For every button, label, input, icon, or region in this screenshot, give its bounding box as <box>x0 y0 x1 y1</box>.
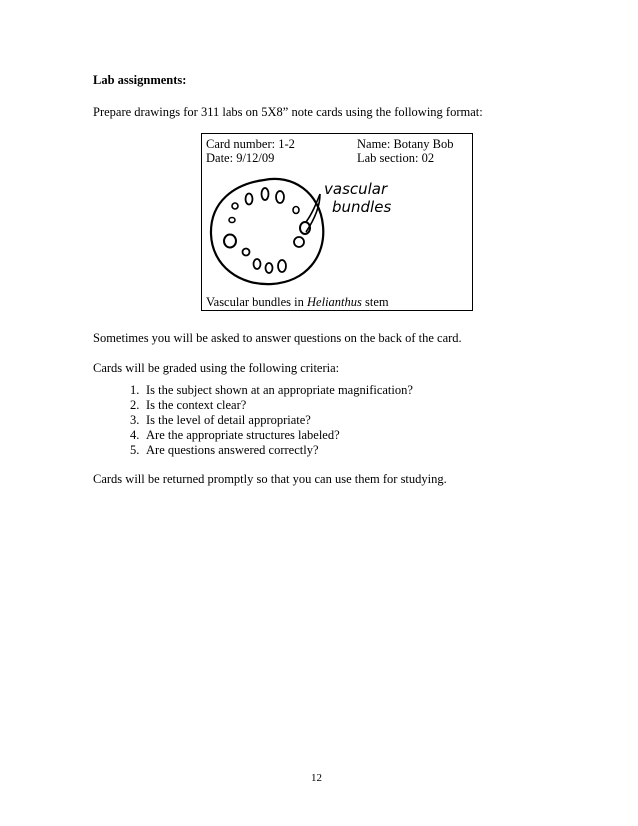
page-number: 12 <box>311 772 322 784</box>
card-number-field: Card number: 1-2 <box>206 137 295 151</box>
card-lab-section-field: Lab section: 02 <box>357 151 435 165</box>
criteria-intro-paragraph: Cards will be graded using the following criteria: <box>93 361 340 375</box>
list-item-number: 2. <box>130 398 140 412</box>
list-item-text: Are questions answered correctly? <box>146 443 319 457</box>
list-item <box>130 413 413 428</box>
section-heading: Lab assignments: <box>93 73 187 87</box>
list-item-text: Are the appropriate structures labeled? <box>146 428 340 442</box>
vascular-bundle <box>243 249 250 256</box>
list-item-text: Is the level of detail appropriate? <box>146 413 311 427</box>
list-item-text: Is the subject shown at an appropriate magnification? <box>146 383 413 397</box>
card-caption <box>206 295 389 310</box>
list-item-number: 3. <box>130 413 140 427</box>
drawing-label-vascular: vascular <box>324 180 388 198</box>
grading-criteria-list <box>130 383 413 458</box>
card-caption-prefix: Vascular bundles in <box>206 295 308 309</box>
vascular-bundle <box>246 194 253 205</box>
vascular-bundle <box>294 237 304 247</box>
list-item-number: 5. <box>130 443 140 457</box>
stem-cross-section-drawing <box>202 134 474 294</box>
list-item <box>130 383 413 398</box>
list-item <box>130 398 413 413</box>
vascular-bundle <box>232 203 238 209</box>
vascular-bundle <box>262 188 269 200</box>
card-date-field: Date: 9/12/09 <box>206 151 275 165</box>
card-name-field: Name: Botany Bob <box>357 137 454 151</box>
list-item-number: 1. <box>130 383 140 397</box>
vascular-bundle <box>224 235 236 248</box>
drawing-label-bundles: bundles <box>332 198 392 216</box>
vascular-bundle <box>276 191 284 203</box>
vascular-bundle <box>254 259 261 269</box>
vascular-bundle <box>278 260 286 272</box>
cards-returned-paragraph: Cards will be returned promptly so that you can use them for studying. <box>93 472 447 486</box>
list-item <box>130 443 413 458</box>
back-of-card-paragraph: Sometimes you will be asked to answer questions on the back of the card. <box>93 331 462 345</box>
intro-paragraph: Prepare drawings for 311 labs on 5X8” note cards using the following format: <box>93 105 483 119</box>
vascular-bundle <box>293 207 299 214</box>
list-item <box>130 428 413 443</box>
list-item-number: 4. <box>130 428 140 442</box>
card-caption-suffix: stem <box>361 295 389 309</box>
vascular-bundle <box>266 263 273 273</box>
card-caption-genus: Helianthus <box>307 295 362 309</box>
example-note-card <box>201 133 473 311</box>
vascular-bundle <box>229 218 235 223</box>
list-item-text: Is the context clear? <box>146 398 247 412</box>
